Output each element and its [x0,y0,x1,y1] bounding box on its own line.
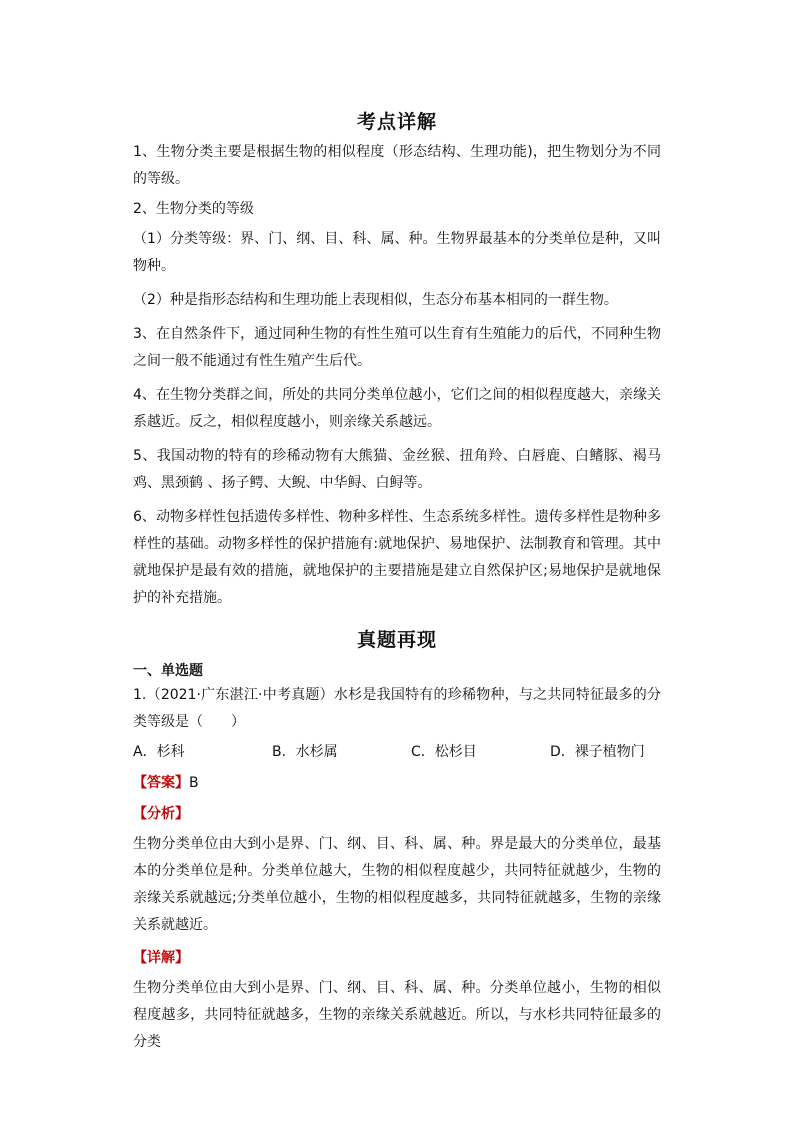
answer-value: B [189,775,199,791]
paragraph-3: （1）分类等级：界、门、纲、目、科、属、种。生物界最基本的分类单位是种，又叫物种。 [133,231,661,274]
option-b: B．水杉属 [272,744,338,760]
detail-text: 生物分类单位由大到小是界、门、纲、目、科、属、种。分类单位越小，生物的相似程度越多，共同特征就越多，生物的亲缘关系就越近。所以，与水杉共同特征最多的分类 [133,980,661,1050]
paragraph-8: 6、动物多样性包括遗传多样性、物种多样性、生态系统多样性。遗传多样性是物种多样性的基础。动物多样性的保护措施有:就地保护、易地保护、法制教育和管理。其中就地保护是最有效的措施，就地保护的主要措施是建立自然保护区;易地保护是就地保护的补充措施。 [133,509,661,606]
paragraph-5: 3、在自然条件下，通过同种生物的有性生殖可以生育有生殖能力的后代，不同种生物之间一般不能通过有性生殖产生后代。 [133,326,661,369]
answer-options [133,739,661,766]
analysis-label: 【分析】 [133,806,189,822]
section-title-exam-questions: 真题再现 [356,629,437,651]
paragraph-7: 5、我国动物的特有的珍稀动物有大熊猫、金丝猴、扭角羚、白唇鹿、白鳍豚、褐马鸡、黑颈鹤 、扬子鳄、大鲵、中华鲟、白鲟等。 [133,448,661,491]
option-a: A．杉科 [133,744,185,760]
option-c: C．松杉目 [411,744,477,760]
paragraph-1: 1、生物分类主要是根据生物的相似程度（形态结构、生理功能)，把生物划分为不同的等级。 [133,144,661,187]
paragraph-4: （2）种是指形态结构和生理功能上表现相似，生态分布基本相同的一群生物。 [133,292,618,308]
option-d: D．裸子植物门 [550,744,645,760]
answer-line [133,770,661,797]
paragraph-6: 4、在生物分类群之间，所处的共同分类单位越小，它们之间的相似程度越大，亲缘关系越近。反之，相似程度越小，则亲缘关系越远。 [133,387,661,430]
subsection-heading: 一、单选题 [133,663,203,679]
analysis-heading [133,801,661,828]
section-title-key-points: 考点详解 [356,111,437,133]
analysis-text: 生物分类单位由大到小是界、门、纲、目、科、属、种。界是最大的分类单位，最基本的分类单位是种。分类单位越大，生物的相似程度越少，共同特征就越少，生物的亲缘关系就越远;分类单位越小，生物的相似程度越多，共同特征就越多，生物的亲缘关系就越近。 [133,836,661,933]
paragraph-2: 2、生物分类的等级 [133,201,254,217]
detail-label: 【详解】 [133,950,189,966]
document-page [133,108,661,1056]
detail-heading [133,945,661,972]
answer-label: 【答案】 [133,775,189,791]
question-text: 1.（2021·广东湛江·中考真题）水杉是我国特有的珍稀物种，与之共同特征最多的分类等级是（ ） [133,687,661,730]
